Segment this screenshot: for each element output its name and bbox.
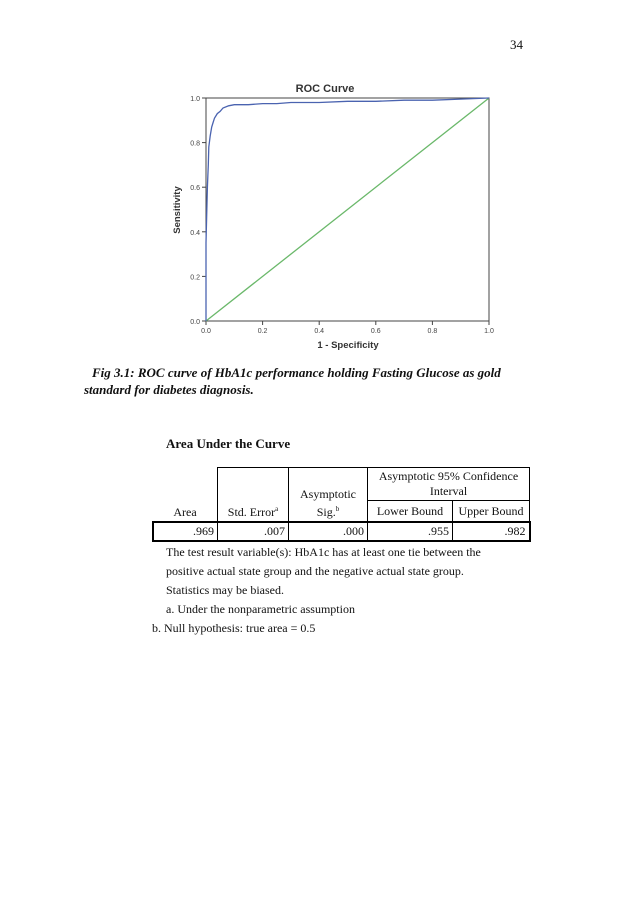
header-upper-bound: Upper Bound <box>453 501 530 523</box>
table-notes <box>152 543 481 638</box>
header-asymp-sig-line2: Sig. <box>316 505 336 519</box>
x-tick-label: 0.4 <box>314 328 325 335</box>
cell-std-error: .007 <box>218 522 289 541</box>
x-tick-label: 1.0 <box>484 328 494 335</box>
footnote-a: a. Under the nonparametric assumption <box>166 602 355 616</box>
header-asymp-sig-sup: b <box>335 505 340 513</box>
cell-lower-bound: .955 <box>368 522 453 541</box>
note-line-2: positive actual state group and the negative actual state group. <box>166 564 464 578</box>
y-tick-label: 1.0 <box>190 96 200 103</box>
header-std-error <box>218 468 289 523</box>
footnote-b: b. Null hypothesis: true area = 0.5 <box>152 621 316 635</box>
cell-asymp-sig: .000 <box>289 522 368 541</box>
note-line-1: The test result variable(s): HbA1c has at least one tie between the <box>166 545 481 559</box>
header-asymp-sig-line1: Asymptotic <box>300 487 356 501</box>
y-axis-label: Sensitivity <box>172 186 183 234</box>
y-tick-label: 0.8 <box>190 140 200 148</box>
y-tick-label: 0.4 <box>190 229 200 237</box>
y-tick-label: 0.0 <box>190 319 200 326</box>
page-number: 34 <box>510 37 523 52</box>
header-std-error-sup: a <box>275 505 279 513</box>
table-title: Area Under the Curve <box>166 436 291 451</box>
note-line-3: Statistics may be biased. <box>166 583 284 597</box>
figure-caption <box>84 364 534 398</box>
y-tick-label: 0.6 <box>190 185 200 193</box>
x-axis-label: 1 - Specificity <box>317 340 379 351</box>
cell-area: .969 <box>153 522 218 541</box>
header-lower-bound: Lower Bound <box>368 501 453 523</box>
caption-line-1: Fig 3.1: ROC curve of HbA1c performance holding Fasting Glucose as gold <box>92 365 501 380</box>
x-tick-label: 0.0 <box>201 328 211 335</box>
y-tick-label: 0.2 <box>190 274 200 282</box>
header-asymp-sig <box>289 468 368 523</box>
header-ci-line1: Asymptotic 95% Confidence <box>378 469 519 483</box>
x-tick-label: 0.2 <box>257 328 268 335</box>
x-tick-label: 0.6 <box>370 328 381 335</box>
chart-title: ROC Curve <box>295 83 355 95</box>
header-confidence-interval <box>368 468 530 501</box>
roc-chart <box>170 78 500 353</box>
header-area: Area <box>153 468 218 523</box>
auc-table <box>152 467 531 542</box>
table-row <box>153 522 530 541</box>
cell-upper-bound: .982 <box>453 522 530 541</box>
header-ci-line2: Interval <box>429 484 468 498</box>
x-tick-label: 0.8 <box>427 328 438 335</box>
header-std-error-text: Std. Error <box>227 505 276 519</box>
caption-line-2: standard for diabetes diagnosis. <box>84 382 254 397</box>
